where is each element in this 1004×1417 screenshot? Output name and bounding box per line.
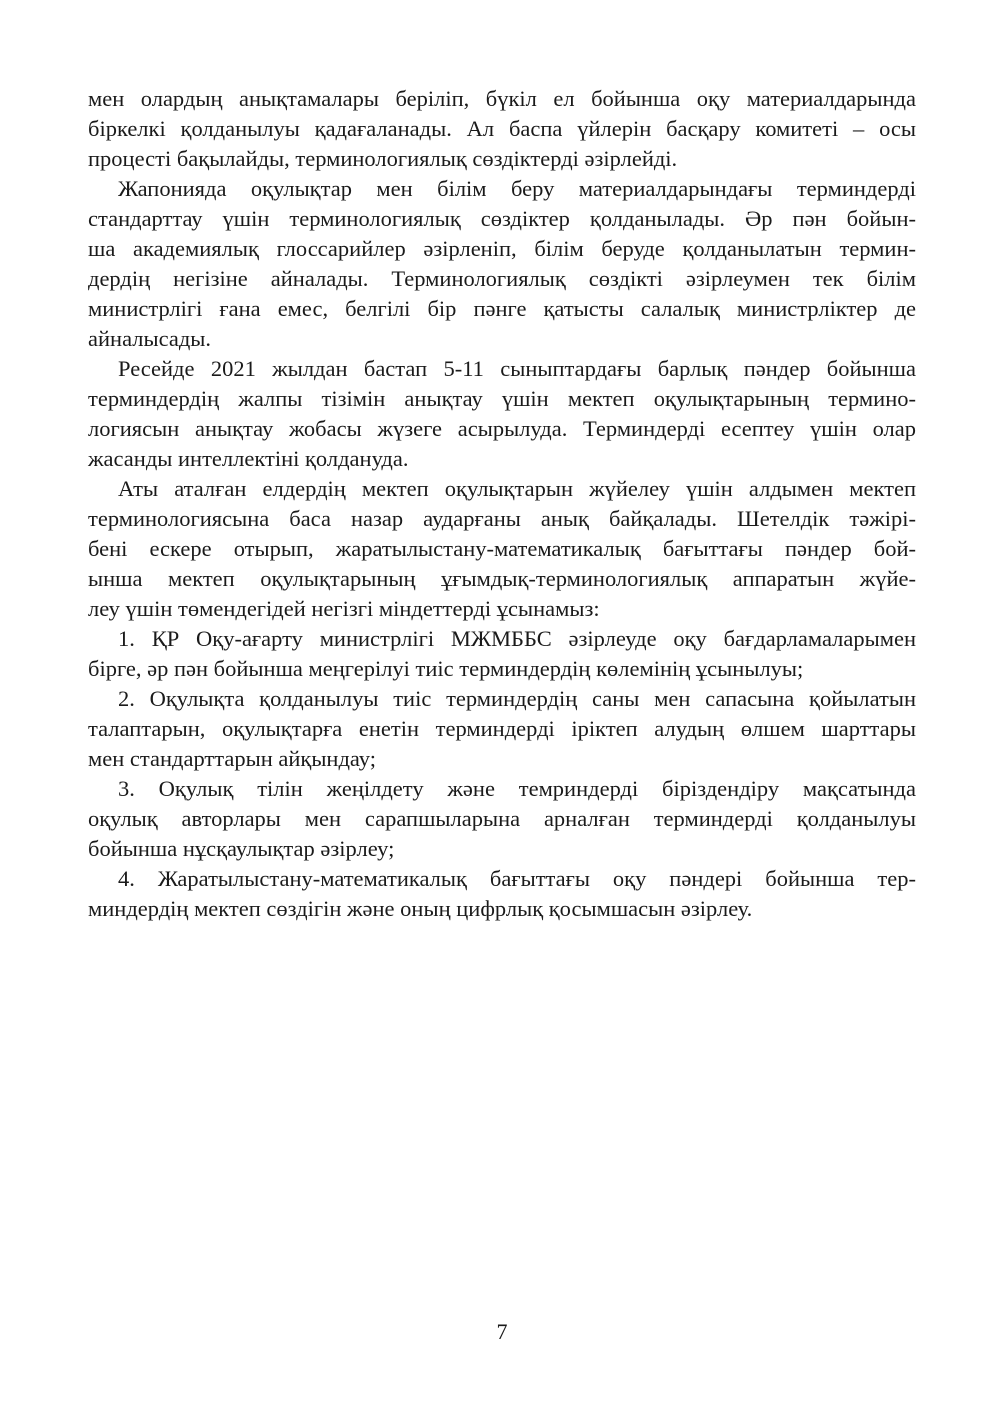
text-line: 3. Оқулық тілін жеңілдету және темриндерді біріздендіру мақсатында xyxy=(118,776,916,801)
text-line: бені ескере отырып, жаратылыстану-математикалық бағыттағы пәндер бой- xyxy=(88,536,916,561)
text-line: терминдердің жалпы тізімін анықтау үшін мектеп оқулықтарының термино- xyxy=(88,386,916,411)
text-line: Жапонияда оқулықтар мен білім беру материалдарындағы терминдерді xyxy=(118,176,916,201)
text-line: министрлігі ғана емес, белгілі бір пәнге қатысты салалық министрліктер де xyxy=(88,296,916,321)
text-line: логиясын анықтау жобасы жүзеге асырылуда. Терминдерді есептеу үшін олар xyxy=(88,416,916,441)
text-line: леу үшін төмендегідей негізгі міндеттерді ұсынамыз: xyxy=(88,596,600,621)
paragraph xyxy=(88,684,916,774)
text-line: ша академиялық глоссарийлер әзірленіп, білім беруде қолданылатын термин- xyxy=(88,236,916,261)
text-line: терминологиясына баса назар аударғаны анық байқалады. Шетелдік тәжірі- xyxy=(88,506,916,531)
text-line: стандарттау үшін терминологиялық сөздіктер қолданылады. Әр пән бойын- xyxy=(88,206,916,231)
text-line: Ресейде 2021 жылдан бастап 5-11 сыныптардағы барлық пәндер бойынша xyxy=(118,356,916,381)
page-body xyxy=(88,84,916,924)
text-line: жасанды интеллектіні қолдануда. xyxy=(88,446,409,471)
text-line: мен олардың анықтамалары беріліп, бүкіл ел бойынша оқу материалдарында xyxy=(88,86,916,111)
text-line: 2. Оқулықта қолданылуы тиіс терминдердің саны мен сапасына қойылатын xyxy=(118,686,916,711)
paragraph xyxy=(88,354,916,474)
text-line: оқулық авторлары мен сарапшыларына арналған терминдерді қолданылуы xyxy=(88,806,916,831)
paragraph xyxy=(88,864,916,924)
text-line: бойынша нұсқаулықтар әзірлеу; xyxy=(88,836,395,861)
text-line: ынша мектеп оқулықтарының ұғымдық-терминологиялық аппаратын жүйе- xyxy=(88,566,916,591)
paragraph xyxy=(88,774,916,864)
paragraph xyxy=(88,174,916,354)
text-line: бірге, әр пән бойынша меңгерілуі тиіс терминдердің көлемінің ұсынылуы; xyxy=(88,656,804,681)
text-line: айналысады. xyxy=(88,326,212,351)
text-line: 1. ҚР Оқу-ағарту министрлігі МЖМББС әзірлеуде оқу бағдарламаларымен xyxy=(118,626,916,651)
text-line: процесті бақылайды, терминологиялық сөздіктерді әзірлейді. xyxy=(88,146,678,171)
paragraph xyxy=(88,84,916,174)
paragraph xyxy=(88,474,916,624)
text-line: Аты аталған елдердің мектеп оқулықтарын жүйелеу үшін алдымен мектеп xyxy=(118,476,916,501)
text-line: мен стандарттарын айқындау; xyxy=(88,746,376,771)
text-line: біркелкі қолданылуы қадағаланады. Ал баспа үйлерін басқару комитеті – осы xyxy=(88,116,916,141)
page-number: 7 xyxy=(496,1319,508,1344)
text-line: 4. Жаратылыстану-математикалық бағыттағы оқу пәндері бойынша тер- xyxy=(118,866,916,891)
paragraph xyxy=(88,624,916,684)
text-line: дердің негізіне айналады. Терминологиялық сөздікті әзірлеумен тек білім xyxy=(88,266,916,291)
text-line: миндердің мектеп сөздігін және оның цифрлық қосымшасын әзірлеу. xyxy=(88,896,753,921)
text-line: талаптарын, оқулықтарға енетін терминдерді іріктеп алудың өлшем шарттары xyxy=(88,716,916,741)
